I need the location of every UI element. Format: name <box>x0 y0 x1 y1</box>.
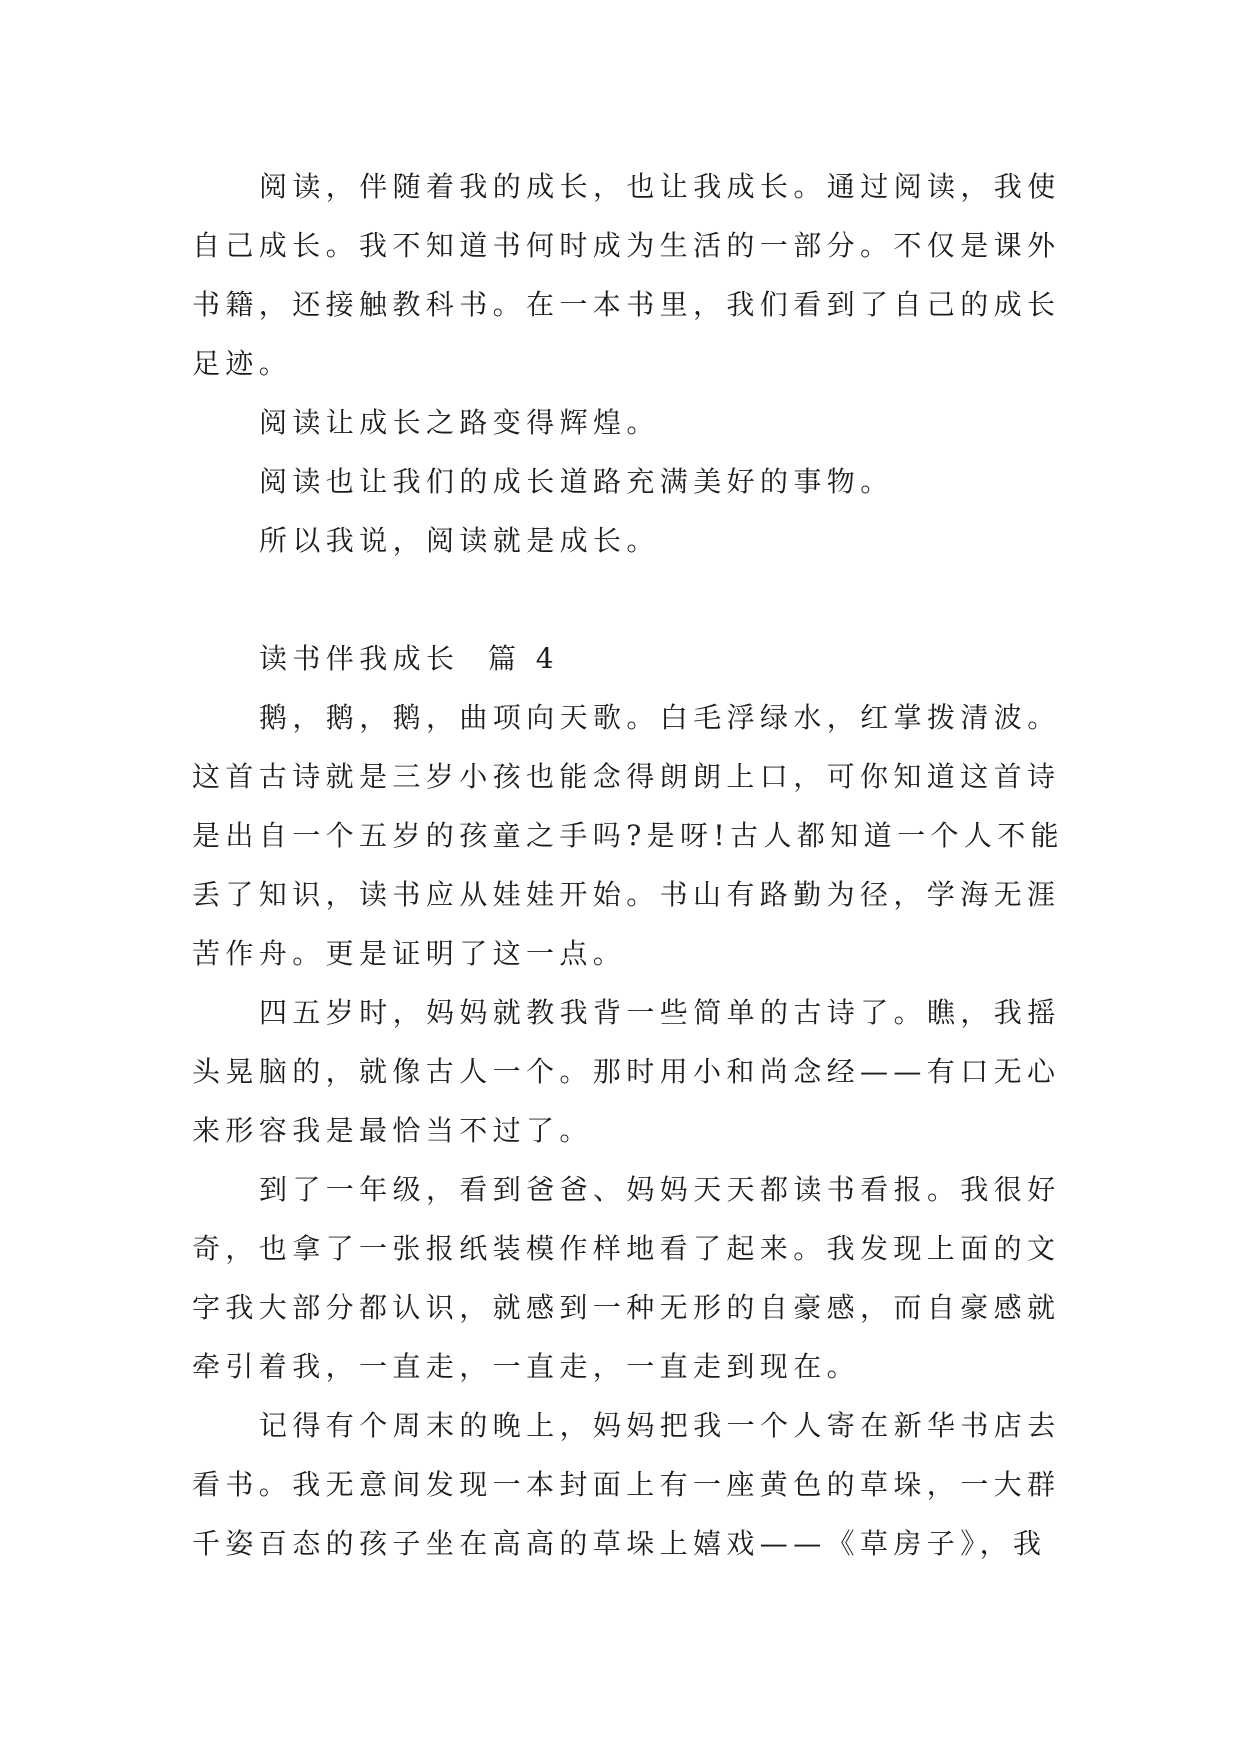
text-line: 书籍，还接触教科书。在一本书里，我们看到了自己的成长 <box>192 288 1061 321</box>
paragraph <box>192 688 1092 983</box>
text-line: 足迹。 <box>192 347 293 380</box>
text-line: 看书。我无意间发现一本封面上有一座黄色的草垛，一大群 <box>192 1468 1061 1501</box>
text-line: 这首古诗就是三岁小孩也能念得朗朗上口，可你知道这首诗 <box>192 760 1061 793</box>
text-line: 牵引着我，一直走，一直走，一直走到现在。 <box>192 1350 861 1383</box>
paragraph <box>192 511 1092 570</box>
text-line: 千姿百态的孩子坐在高高的草垛上嬉戏——《草房子》，我 <box>192 1527 1047 1560</box>
paragraph <box>192 1160 1092 1396</box>
text-line: 四五岁时，妈妈就教我背一些简单的古诗了。瞧，我摇 <box>259 996 1061 1029</box>
section-title: 读书伴我成长 篇 4 <box>259 642 559 675</box>
text-line: 头晃脑的，就像古人一个。那时用小和尚念经——有口无心 <box>192 1055 1061 1088</box>
text-line: 是出自一个五岁的孩童之手吗?是呀!古人都知道一个人不能 <box>192 819 1065 852</box>
text-line: 到了一年级，看到爸爸、妈妈天天都读书看报。我很好 <box>259 1173 1061 1206</box>
blank-line <box>192 570 1092 629</box>
paragraph <box>192 393 1092 452</box>
text-line: 鹅，鹅，鹅，曲项向天歌。白毛浮绿水，红掌拨清波。 <box>259 701 1061 734</box>
text-line: 来形容我是最恰当不过了。 <box>192 1114 593 1147</box>
text-line: 苦作舟。更是证明了这一点。 <box>192 937 627 970</box>
paragraph <box>192 452 1092 511</box>
text-line: 字我大部分都认识，就感到一种无形的自豪感，而自豪感就 <box>192 1291 1061 1324</box>
text-line: 自己成长。我不知道书何时成为生活的一部分。不仅是课外 <box>192 229 1061 262</box>
text-line: 阅读也让我们的成长道路充满美好的事物。 <box>259 465 894 498</box>
text-line: 阅读，伴随着我的成长，也让我成长。通过阅读，我使 <box>259 170 1061 203</box>
text-line: 记得有个周末的晚上，妈妈把我一个人寄在新华书店去 <box>259 1409 1061 1442</box>
text-line: 所以我说，阅读就是成长。 <box>259 524 660 557</box>
paragraph <box>192 157 1092 393</box>
document-body <box>192 157 1092 1573</box>
paragraph <box>192 983 1092 1160</box>
paragraph <box>192 1396 1092 1573</box>
text-line: 阅读让成长之路变得辉煌。 <box>259 406 660 439</box>
text-line: 丢了知识，读书应从娃娃开始。书山有路勤为径，学海无涯 <box>192 878 1061 911</box>
text-line: 奇，也拿了一张报纸装模作样地看了起来。我发现上面的文 <box>192 1232 1061 1265</box>
